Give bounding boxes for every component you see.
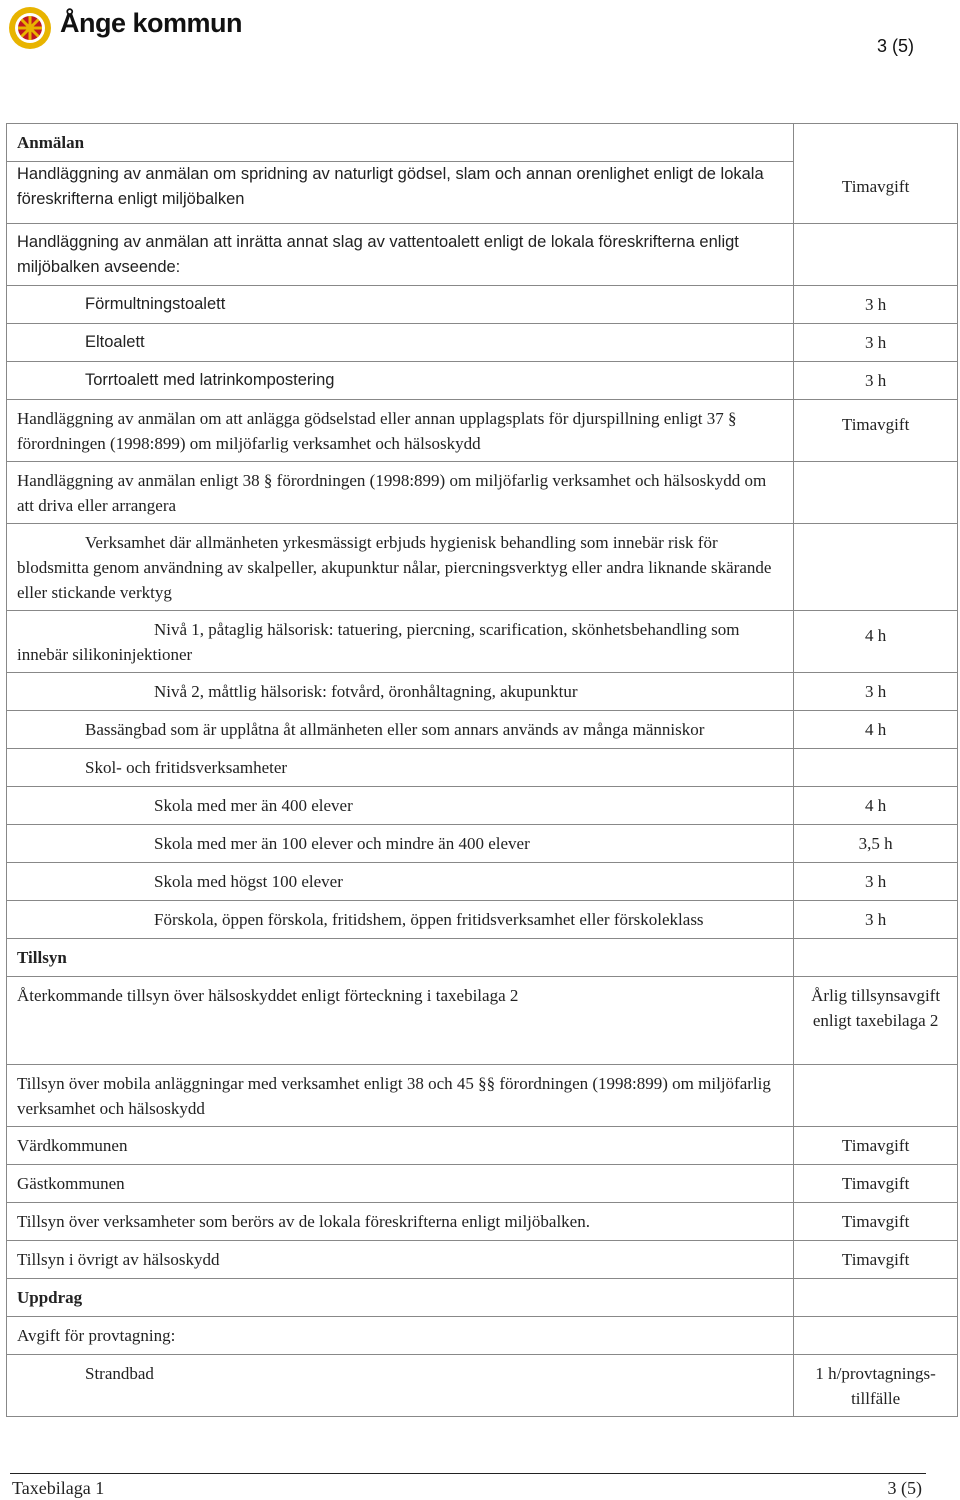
fee-value: 3 h — [864, 295, 887, 314]
footer-label: Taxebilaga 1 — [12, 1478, 105, 1498]
table-row — [7, 611, 958, 673]
row-label: Förmultningstoalett — [85, 295, 226, 313]
row-label: Handläggning av anmälan enligt 38 § förordningen (1998:899) om miljöfarlig verksamhet och hälsoskydd om att driva eller arrangera — [17, 471, 767, 515]
table-row — [7, 1241, 958, 1279]
table-row — [7, 787, 958, 825]
table-row — [7, 224, 958, 286]
fee-value: 3 h — [864, 872, 887, 891]
fee-value: 3,5 h — [858, 834, 893, 853]
table-row — [7, 1317, 958, 1355]
fee-value: 4 h — [864, 626, 887, 645]
municipality-logo-icon — [8, 6, 52, 50]
fee-value: 3 h — [864, 910, 887, 929]
table-row — [7, 462, 958, 524]
row-label: Återkommande tillsyn över hälsoskyddet enligt förteckning i taxebilaga 2 — [17, 986, 519, 1005]
table-row — [7, 939, 958, 977]
table-row — [7, 1065, 958, 1127]
row-label: Skola med mer än 100 elever och mindre än 400 elever — [154, 834, 530, 853]
row-label: Skola med mer än 400 elever — [154, 796, 353, 815]
fee-value: 3 h — [864, 371, 887, 390]
row-label: Gästkommunen — [17, 1174, 125, 1193]
table-row — [7, 1203, 958, 1241]
table-row — [7, 825, 958, 863]
page-number: 3 (5) — [876, 36, 914, 56]
row-label: Handläggning av anmälan om att anlägga gödselstad eller annan upplagsplats för djurspillning enligt 37 § förordningen (1998:899) om miljöfarlig verksamhet och hälsoskydd — [17, 409, 737, 453]
row-label: Eltoalett — [85, 333, 145, 351]
table-row — [7, 362, 958, 400]
row-label: Värdkommunen — [17, 1136, 128, 1155]
row-label: Tillsyn över mobila anläggningar med verksamhet enligt 38 och 45 §§ förordningen (1998:899) om miljöfarlig verksamhet och hälsoskydd — [17, 1074, 771, 1118]
table-row — [7, 977, 958, 1065]
row-label: Handläggning av anmälan att inrätta annat slag av vattentoalett enligt de lokala föreskrifterna enligt miljöbalken avseende: — [17, 233, 739, 276]
fee-value: 4 h — [864, 796, 887, 815]
table-row — [7, 400, 958, 462]
municipality-name: Ånge kommun — [60, 8, 243, 38]
row-label: Torrtoalett med latrinkompostering — [85, 371, 335, 389]
footer-divider — [10, 1473, 926, 1474]
table-row — [7, 286, 958, 324]
fee-value: Timavgift — [841, 1174, 910, 1193]
fee-value: Timavgift — [841, 1136, 910, 1155]
row-label: Tillsyn över verksamheter som berörs av de lokala föreskrifterna enligt miljöbalken. — [17, 1212, 590, 1231]
fee-table — [6, 123, 958, 1417]
fee-value: Timavgift — [841, 177, 910, 196]
table-row — [7, 324, 958, 362]
fee-value: Timavgift — [841, 415, 910, 434]
page-header — [0, 0, 960, 70]
fee-value: 4 h — [864, 720, 887, 739]
row-label: Avgift för provtagning: — [17, 1326, 176, 1345]
fee-value: 1 h/provtagnings-tillfälle — [815, 1364, 936, 1408]
fee-value: 3 h — [864, 333, 887, 352]
fee-value: 3 h — [864, 682, 887, 701]
table-row — [7, 1127, 958, 1165]
table-row — [7, 749, 958, 787]
table-row — [7, 901, 958, 939]
row-label: Skol- och fritidsverksamheter — [85, 758, 288, 777]
table-row — [7, 863, 958, 901]
footer-page-number: 3 (5) — [887, 1478, 922, 1498]
table-row — [7, 524, 958, 611]
row-label: Skola med högst 100 elever — [154, 872, 343, 891]
row-label: Verksamhet där allmänheten yrkesmässigt erbjuds hygienisk behandling som innebär risk för blodsmitta genom användning av skalpeller, akupunktur nålar, piercningsverktyg eller andra liknande skärande eller stickande verktyg — [17, 533, 772, 602]
fee-value: Timavgift — [841, 1212, 910, 1231]
table-row — [7, 673, 958, 711]
table-row — [7, 1165, 958, 1203]
section-heading-anmalan: Anmälan — [17, 133, 85, 152]
row-label: Nivå 1, påtaglig hälsorisk: tatuering, piercning, scarification, skönhetsbehandling som innebär silikoninjektioner — [17, 620, 740, 664]
row-label: Bassängbad som är upplåtna åt allmänheten eller som annars används av många människor — [85, 720, 705, 739]
fee-value: Timavgift — [841, 1250, 910, 1269]
section-heading-uppdrag: Uppdrag — [17, 1288, 83, 1307]
fee-value: Årlig tillsynsavgift enligt taxebilaga 2 — [811, 986, 941, 1030]
row-label: Förskola, öppen förskola, fritidshem, öppen fritidsverksamhet eller förskoleklass — [154, 910, 704, 929]
table-row — [7, 1279, 958, 1317]
row-label: Tillsyn i övrigt av hälsoskydd — [17, 1250, 220, 1269]
row-label: Handläggning av anmälan om spridning av naturligt gödsel, slam och annan orenlighet enligt de lokala föreskrifterna enligt miljöbalken — [17, 165, 764, 208]
row-label: Strandbad — [85, 1364, 154, 1383]
section-heading-tillsyn: Tillsyn — [17, 948, 67, 967]
row-label: Nivå 2, måttlig hälsorisk: fotvård, öronhåltagning, akupunktur — [154, 682, 578, 701]
table-row — [7, 711, 958, 749]
table-row — [7, 1355, 958, 1417]
table-row — [7, 124, 958, 162]
